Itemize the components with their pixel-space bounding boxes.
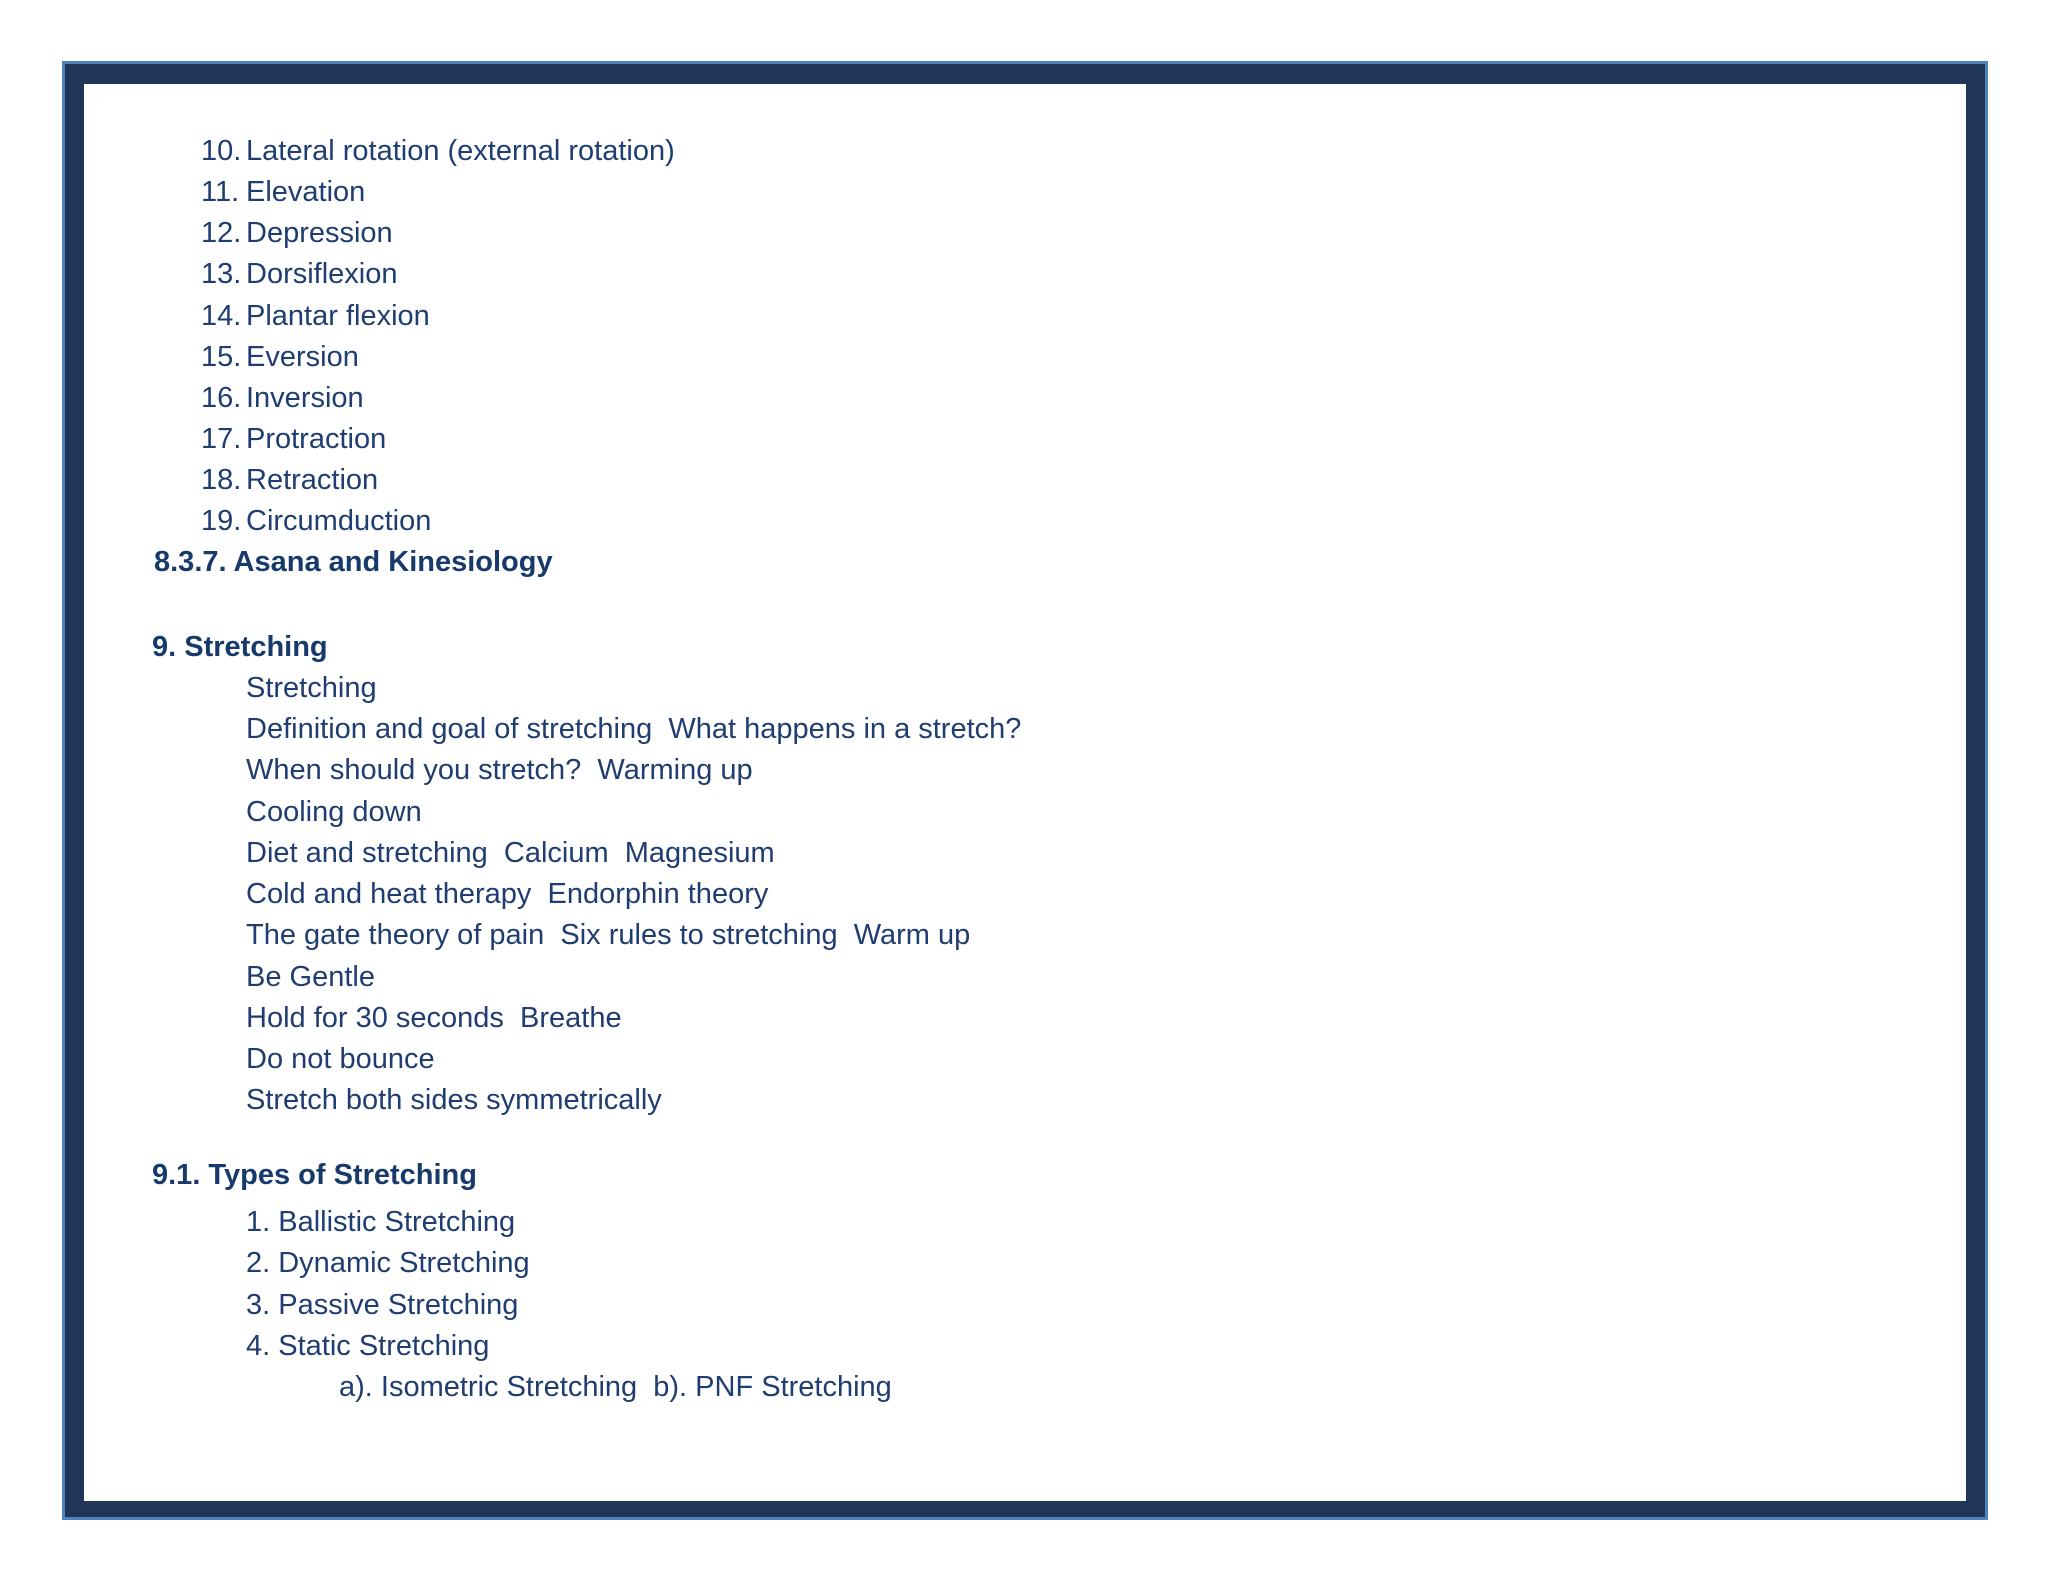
types-list-item: 2. Dynamic Stretching: [246, 1247, 530, 1279]
list-item-label: Inversion: [246, 382, 364, 414]
stretching-line: Stretching: [246, 672, 377, 704]
list-item-label: Protraction: [246, 423, 387, 455]
list-item-number: 15.: [201, 341, 242, 373]
section-heading-stretching: 9. Stretching: [152, 631, 328, 663]
list-item-label: Plantar flexion: [246, 300, 430, 332]
stretching-line: Definition and goal of stretching What happens in a stretch?: [246, 713, 1022, 745]
stretching-line: Be Gentle: [246, 961, 375, 993]
list-item: [201, 503, 431, 539]
types-list-item: 4. Static Stretching: [246, 1330, 490, 1362]
stretching-line: Cooling down: [246, 796, 422, 828]
list-item-label: Retraction: [246, 464, 379, 496]
list-item-number: 11.: [201, 176, 240, 208]
list-item-number: 12.: [201, 217, 242, 249]
stretching-line: Cold and heat therapy Endorphin theory: [246, 878, 769, 910]
list-item-label: Dorsiflexion: [246, 258, 398, 290]
list-item-label: Circumduction: [246, 505, 432, 537]
list-item-number: 14.: [201, 300, 242, 332]
list-item: [201, 380, 364, 416]
list-item-label: Lateral rotation (external rotation): [246, 135, 675, 167]
list-item-number: 19.: [201, 505, 242, 537]
section-heading-types-of-stretching: 9.1. Types of Stretching: [152, 1159, 477, 1191]
stretching-line: Stretch both sides symmetrically: [246, 1084, 662, 1116]
list-item-number: 13.: [201, 258, 242, 290]
types-list-item: 3. Passive Stretching: [246, 1289, 519, 1321]
list-item-number: 18.: [201, 464, 242, 496]
list-item: [201, 298, 430, 334]
list-item-number: 10.: [201, 135, 242, 167]
stretching-line: When should you stretch? Warming up: [246, 754, 753, 786]
section-heading-asana-kinesiology: 8.3.7. Asana and Kinesiology: [154, 546, 553, 578]
list-item: [201, 421, 386, 457]
list-item: [201, 174, 365, 210]
stretching-line: Diet and stretching Calcium Magnesium: [246, 837, 775, 869]
list-item-number: 16.: [201, 382, 242, 414]
list-item: [201, 339, 359, 375]
types-list-item: 1. Ballistic Stretching: [246, 1206, 516, 1238]
list-item-label: Eversion: [246, 341, 359, 373]
list-item: [201, 215, 393, 251]
list-item-label: Elevation: [246, 176, 366, 208]
list-item: [201, 256, 398, 292]
list-item-label: Depression: [246, 217, 393, 249]
list-item: [201, 133, 675, 169]
list-item: [201, 462, 378, 498]
stretching-line: Hold for 30 seconds Breathe: [246, 1002, 622, 1034]
list-item-number: 17.: [201, 423, 242, 455]
stretching-line: Do not bounce: [246, 1043, 435, 1075]
stretching-line: The gate theory of pain Six rules to stretching Warm up: [246, 919, 971, 951]
static-stretching-subitems: a). Isometric Stretching b). PNF Stretching: [339, 1371, 892, 1403]
